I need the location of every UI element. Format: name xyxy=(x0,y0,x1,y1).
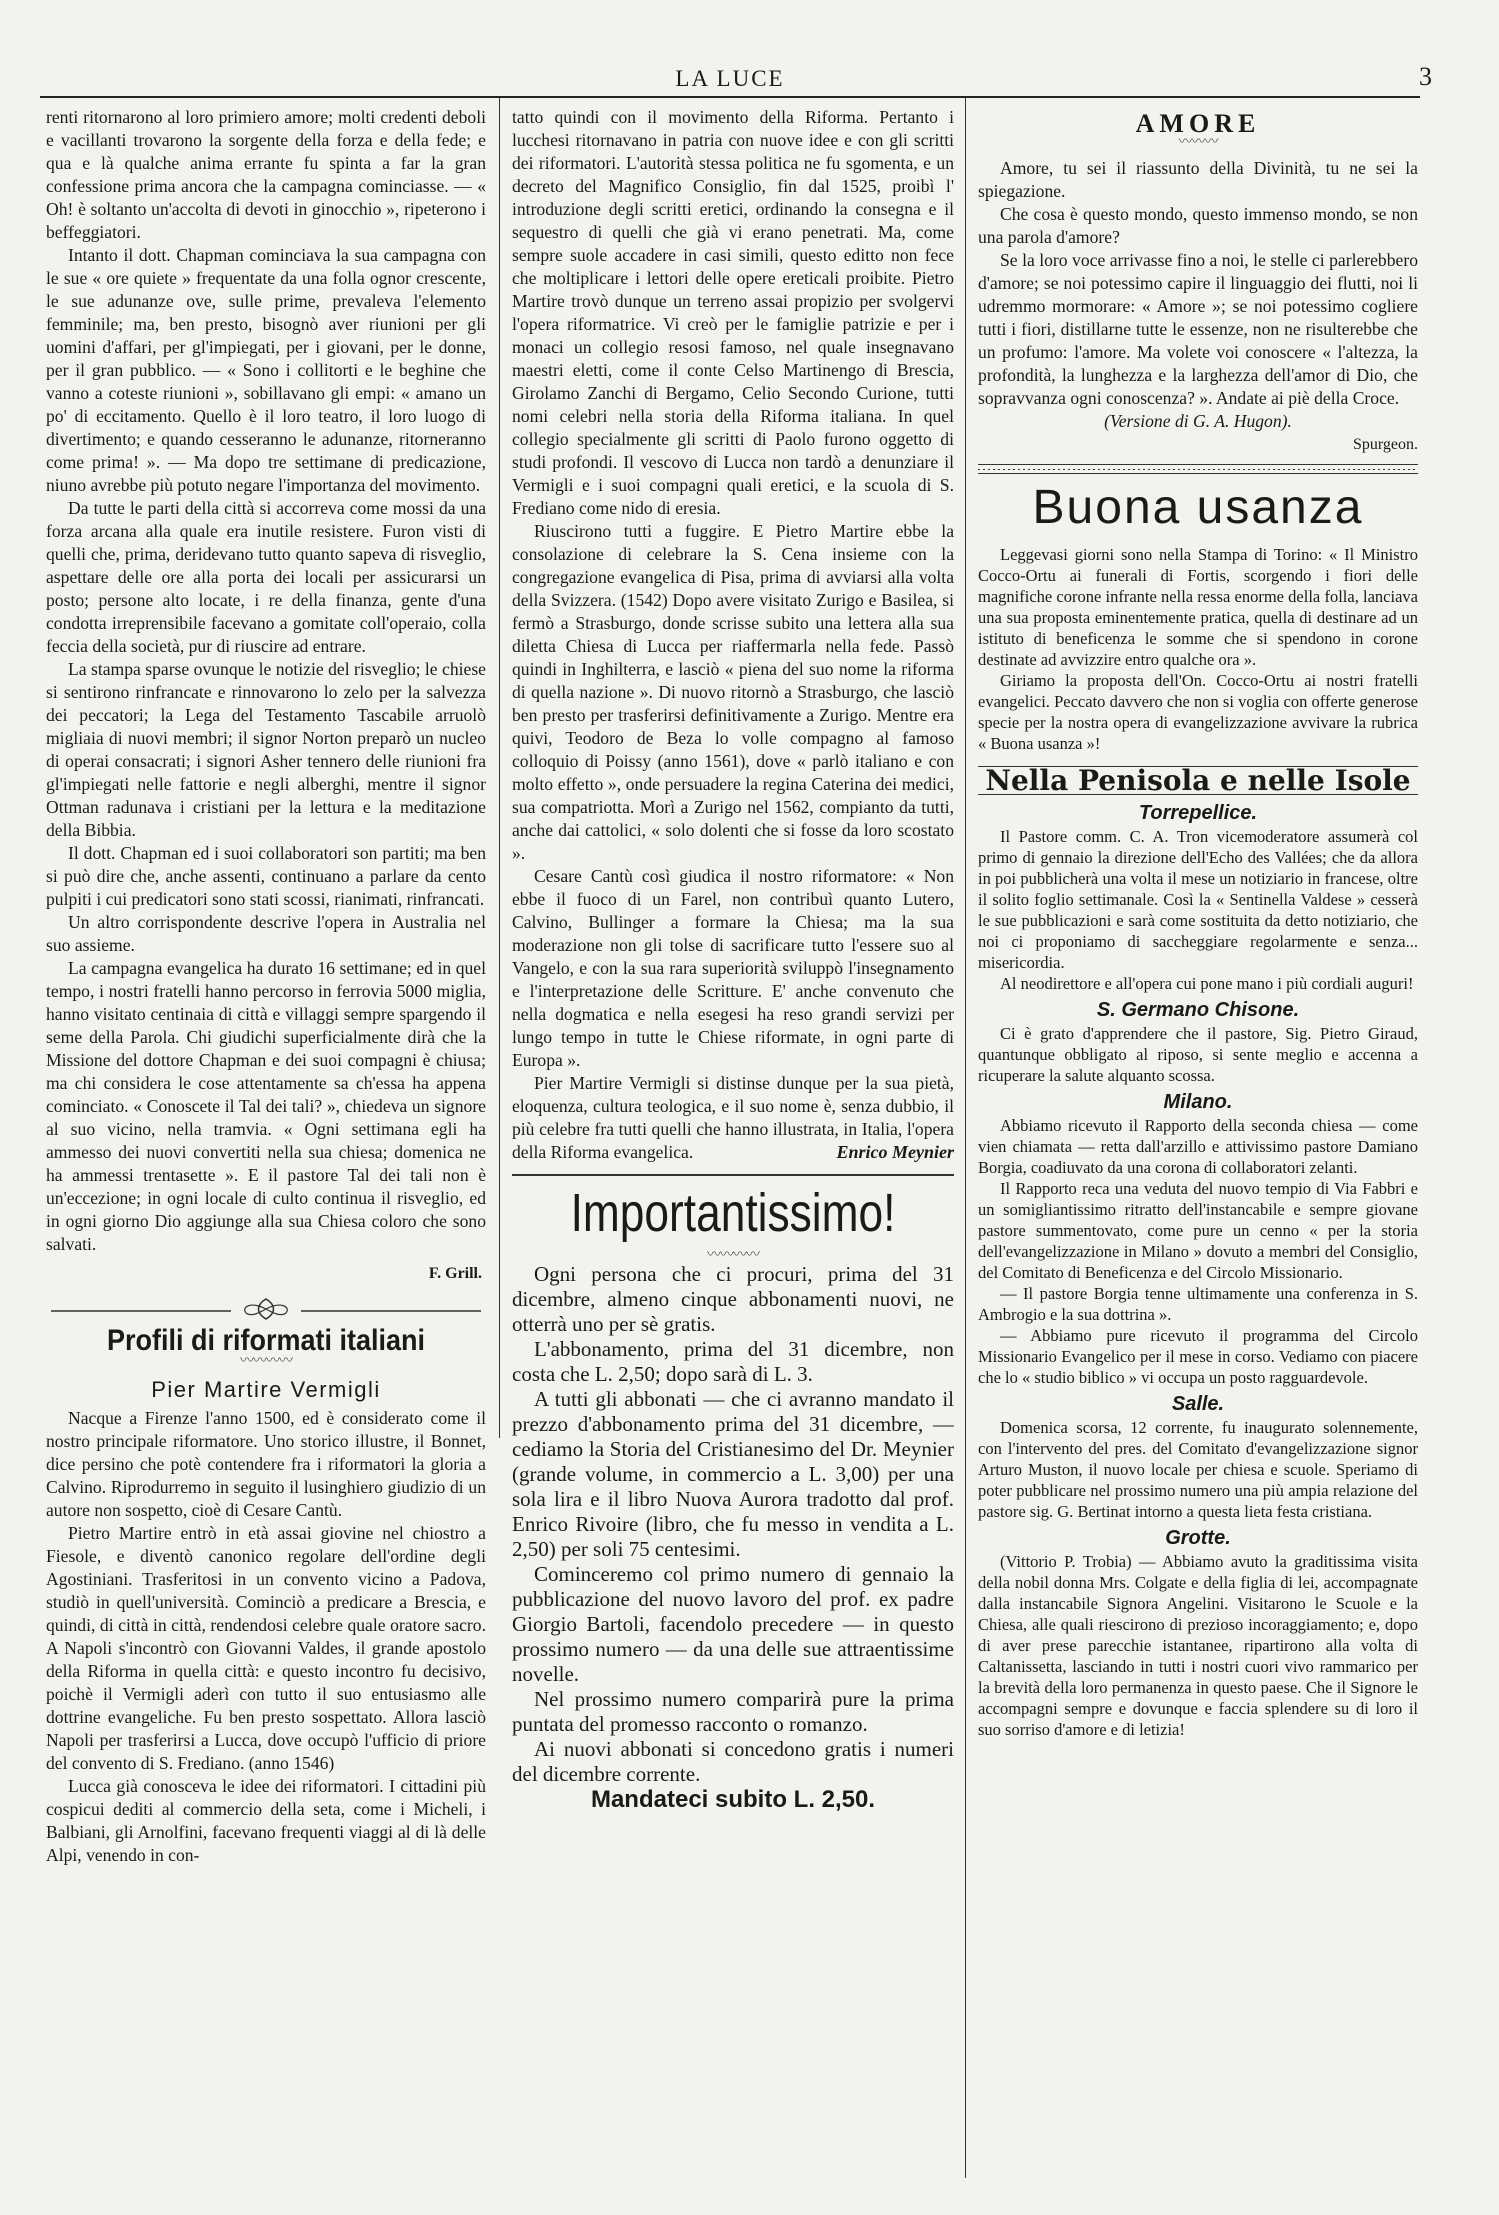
news-paragraph: Abbiamo ricevuto il Rapporto della seconda chiesa — come vien chiamata — retta dall'arzillo e attivissimo pastore Damiano Borgia, coadiuvato da una corona di collaboratori zelanti. xyxy=(978,1116,1418,1177)
newspaper-title: LA LUCE xyxy=(675,66,785,91)
news-paragraph: Ci è grato d'apprendere che il pastore, Sig. Pietro Giraud, quantunque obbligato al riposo, si sente meglio e accenna a ricuperare la salute alquanto scossa. xyxy=(978,1024,1418,1085)
announcement-paragraph: Cominceremo col primo numero di gennaio la pubblicazione del nuovo lavoro del prof. ex padre Giorgio Bartoli, facendolo precedere — in questo prossimo numero — da una delle sue attraentissime novelle. xyxy=(512,1562,954,1686)
news-paragraph: Domenica scorsa, 12 corrente, fu inaugurato solennemente, con l'intervento del pres. del Comitato d'evangelizzazione signor Arturo Muston, il nuovo locale per chiesa e scuole. Speriamo di poter pubblicare nel prossimo numero una più ampia relazione del pastore sig. G. Bertinat intorno a questa lieta festa cristiana. xyxy=(978,1418,1418,1521)
translation-credit: (Versione di G. A. Hugon). xyxy=(1104,411,1292,431)
article-paragraph: tatto quindi con il movimento della Riforma. Pertanto i lucchesi ritornavano in patria con nuove idee e con gli scritti dei riformatori. L'autorità stessa politica ne fu sgomenta, e un decreto del Magnifico Consiglio, fin dal 1525, proibì l' introduzione degli scritti eretici, ordinando la consegna e il sequestro di quelli che già vi erano penetrati. Ma, come sempre suole accadere in casi simili, questo editto non fece che moltiplicare i lettori delle opere ereticali proibite. Pietro Martire trovò dunque un terreno assai propizio per svolgervi l'opera riformatrice. Vi creò per le famiglie patrizie e per i monaci un collegio resosi famoso, nel quale insegnavano maestri eletti, come il conte Celso Martinengo di Brescia, Girolamo Zanchi di Bergamo, Celio Secondo Curione, tutti nomi celebri nella storia della Riforma italiana. In quel collegio specialmente gli scritti di Paolo furono oggetto di studi profondi. Il vescovo di Lucca non tardò a denunziare il Vermigli e i suoi compagni quali eretici, e la scuola di S. Frediano come nido di eresia. xyxy=(512,107,954,518)
article-paragraph: Pier Martire Vermigli si distinse dunque per la sua pietà, eloquenza, cultura teologica, e il suo nome è, senza dubbio, il più celebre fra tutti quelli che hanno illustrata, in Italia, l'opera della Riforma evangelica. xyxy=(512,1073,954,1162)
divider xyxy=(512,1174,954,1176)
decorative-squiggle: 〰〰〰〰 xyxy=(707,1248,759,1263)
news-paragraph: Il Rapporto reca una veduta del nuovo tempio di Via Fabbri e un somigliantissimo ritratto dell'instancabile e sempre giovane pastore summentovato, come pure un cenno « per la storia dell'evangelizzazione in Milano » dovuto a membri del Consiglio, del Comitato di Beneficenza e del Circolo Missionario. xyxy=(978,1179,1418,1282)
article-paragraph: Che cosa è questo mondo, questo immenso mondo, se non una parola d'amore? xyxy=(978,204,1418,247)
column-2 xyxy=(512,106,954,2186)
article-paragraph: Amore, tu sei il riassunto della Divinità, tu ne sei la spiegazione. xyxy=(978,158,1418,201)
article-paragraph: Giriamo la proposta dell'On. Cocco-Ortu ai nostri fratelli evangelici. Peccato davvero che non si voglia con offerte generose specie per la nostra opera di evangelizzazione avvivare la rubrica « Buona usanza »! xyxy=(978,671,1418,753)
article-paragraph: Riuscirono tutti a fuggire. E Pietro Martire ebbe la consolazione di celebrare la S. Cena insieme con la congregazione evangelica di Pisa, prima di avviarsi alla volta della Svizzera. (1542) Dopo avere visitato Zurigo e Basilea, si fermò a Strasburgo, donde scrisse subito una lettera alla sua diletta Chiesa di Lucca per riaffermarla nella fede. Passò quindi in Inghilterra, e lasciò « piena del suo nome la riforma di quella nazione ». Di nuovo ritornò a Strasburgo, che lasciò ben presto per trasferirsi definitivamente a Zurigo. Mentre era quivi, Teodoro de Beza lo volle compagno al famoso colloquio di Poissy (anno 1561), dove « parlò italiano e con molto effetto », onde persuadere la regina Caterina dei medici, sua compatriotta. Morì a Zurigo nel 1562, compianto da tutti, anche dai cattolici, « solo dolenti che si fosse da loro scostato ». xyxy=(512,521,954,863)
announcement-paragraph: Ai nuovi abbonati si concedono gratis i numeri del dicembre corrente. xyxy=(512,1737,954,1786)
article-paragraph: Il dott. Chapman ed i suoi collaboratori son partiti; ma ben si può dire che, anche assenti, continuano a parlare da cento pulpiti i cui predicatori sono stati scossi, rianimati, rinfrancati. xyxy=(46,843,486,909)
news-place-heading: Torrepellice. xyxy=(1138,802,1258,824)
article-paragraph: La campagna evangelica ha durato 16 settimane; ed in quel tempo, i nostri fratelli hanno percorso in ferrovia 5000 miglia, hanno visitato centinaia di città e villaggi sempre spargendo il seme della Parola. Chi giudichi superficialmente dirà che la Missione del dottore Chapman e dei suoi compagni è chiusa; ma chi considera le cose attentamente sa ch'essa ha appena cominciato. « Conoscete il Tal dei tali? », chiedeva un signore al suo vicino, nella tramvia. « Ogni settimana egli ha ammesso dei nuovi convertiti nella sua chiesa; domenica ne ha ammessi trentasette ». E il pastore Tal dei tali non è un'eccezione; in ogni locale di culto continua il risveglio, ed in ogni giorno Dio aggiunge alla sua Chiesa coloro che sono salvati. xyxy=(46,958,486,1254)
announcement-paragraph: A tutti gli abbonati — che ci avranno mandato il prezzo d'abbonamento prima del 31 dicembre, — cediamo la Storia del Cristianesimo del Dr. Meynier (grande volume, in commercio a L. 3,00) per una sola lira e il libro Nuova Aurora tradotto dal prof. Enrico Rivoire (libro, che fu messo in vendita a L. 2,50) per soli 75 centesimi. xyxy=(512,1387,954,1561)
article-paragraph: Intanto il dott. Chapman cominciava la sua campagna con le sue « ore quiete » frequentate da una folla ognor crescente, le sue adunanze ove, sulle prime, prevaleva l'elemento femminile; ma, ben presto, bisognò aver riunioni per gli uomini d'affari, per gl'impiegati, per i giovani, per le donne, per il gran pubblico. — « Sono i collitorti e le beghine che vanno a coteste riunioni », sobillavano gli empi: « amano un po' di eccitamento. Quello è il loro teatro, il loro luogo di divertimento; e quando cesseranno le adunanze, ritorneranno come prima! ». — Ma dopo tre settimane di predicazione, niuno avrebbe più potuto negare l'importanza del movimento. xyxy=(46,245,486,495)
news-place-heading: Milano. xyxy=(1163,1091,1233,1113)
article-paragraph: La stampa sparse ovunque le notizie del risveglio; le chiese si sentirono rinfrancate e rinnovarono lo zelo per la salvezza dei peccatori; la Lega del Testamento Tascabile arruolò migliaia di nuovi membri; il signor Norton preparò un nucleo di operai consacrati; i signori Asher tennero delle riunioni fra gl'impiegati nelle fattorie e negli alberghi, mentre il signor Ottman radunava i cristiani per la lettura e la meditazione della Bibbia. xyxy=(46,659,486,840)
page-number: 3 xyxy=(1419,62,1432,91)
column-divider xyxy=(499,98,500,1438)
decorative-squiggle: 〰〰〰 xyxy=(1178,135,1218,150)
buona-usanza-body xyxy=(978,544,1418,754)
announcement-paragraph: Ogni persona che ci procuri, prima del 31 dicembre, almeno cinque abbonamenti nuovi, ne otterrà uno per sè gratis. xyxy=(512,1262,954,1336)
article-paragraph: Cesare Cantù così giudica il nostro riformatore: « Non ebbe il fuoco di un Farel, non contribuì quanto Lutero, Calvino, Bullinger a formare la Chiesa; ma la sua moderazione non gli tolse di sacrificare tutto l'essere suo al Vangelo, e con la sua rara superiorità sviluppò l'insegnamento e l'interpretazione delle Scritture. E' anche convenuto che nella dogmatica e nella esegesi ha reso grandi servizi per lungo tempo in tutte le Chiese riformate, in ogni parte di Europa ». xyxy=(512,866,954,1070)
news-paragraph: — Abbiamo pure ricevuto il programma del Circolo Missionario Evangelico per il mese in corso. Vediamo con piacere che lo « studio biblico » vi occupa un posto ragguardevole. xyxy=(978,1326,1418,1387)
article-signature: Enrico Meynier xyxy=(836,1142,954,1162)
section-title-profili: Profili di riformati italiani xyxy=(106,1324,426,1357)
article-paragraph: Lucca già conosceva le idee dei riformatori. I cittadini più cospicui dediti al commercio della seta, come i Micheli, i Balbiani, gli Arnolfini, facevano frequenti viaggi al di là delle Alpi, venendo in con- xyxy=(46,1776,486,1865)
page-header xyxy=(40,62,1432,98)
column-divider xyxy=(965,98,966,2178)
section-title-importantissimo: Importantissimo! xyxy=(570,1183,896,1243)
article-signature: Spurgeon. xyxy=(1352,436,1418,453)
news-paragraph: — Il pastore Borgia tenne ultimamente una conferenza in S. Ambrogio e la sua dottrina ». xyxy=(978,1284,1418,1324)
section-title-nella-penisola: Nella Penisola e nelle Isole xyxy=(978,766,1418,795)
section-title-buona-usanza: Buona usanza xyxy=(1032,481,1364,534)
fleuron-ornament-icon xyxy=(51,1297,481,1321)
double-divider xyxy=(978,464,1418,474)
news-place-heading: S. Germano Chisone. xyxy=(1096,999,1300,1021)
article-paragraph: Leggevasi giorni sono nella Stampa di Torino: « Il Ministro Cocco-Ortu ai funerali di Fortis, scorgendo i fiori delle magnifiche corone infrante nella ressa enorme della folla, lanciava una sua proposta eminentemente pratica, quella di destinare ad un istituto di beneficenza le somme che si spendono in corone destinate ad avvizzire entro qualche ora ». xyxy=(978,545,1418,669)
article-paragraph: Pietro Martire entrò in età assai giovine nel chiostro a Fiesole, e diventò canonico regolare dell'ordine degli Agostiniani. Trasferitosi in un convento vicino a Padova, studiò in quell'università. Cominciò a predicare a Brescia, e quindi, di città in città, rendendosi celebre quale oratore sacro. A Napoli s'incontrò con Giovanni Valdes, il grande apostolo della Riforma in quella città: e questo incontro fu decisivo, poichè il Vermigli aderì con tutto il suo entusiasmo alle dottrine evangeliche. Fu ben presto sospettato. Allora lasciò Napoli per trasferirsi a Lucca, dove occupò l'ufficio di priore del convento di S. Frediano. (anno 1546) xyxy=(46,1523,486,1773)
article-subtitle: Pier Martire Vermigli xyxy=(151,1377,381,1402)
announcement-body xyxy=(512,1262,954,1812)
news-sections xyxy=(978,803,1418,1740)
section-title-amore: AMORE xyxy=(1135,109,1261,138)
article-signature: F. Grill. xyxy=(428,1265,482,1282)
announcement-call-to-action: Mandateci subito L. 2,50. xyxy=(590,1786,876,1813)
article-paragraph: Un altro corrispondente descrive l'opera in Australia nel suo assieme. xyxy=(46,912,486,955)
decorative-squiggle: 〰〰〰〰 xyxy=(240,1354,292,1369)
article-paragraph: Se la loro voce arrivasse fino a noi, le stelle ci parlerebbero d'amore; se noi potessimo capire il linguaggio dei flutti, noi li udremmo mormorare: « Amore »; se noi potessimo cogliere tutti i fiori, distillarne tutte le essenze, non ne risulterebbe che un profumo: l'amore. Ma volete voi conoscere « l'altezza, la profondità, la lunghezza e la larghezza dell'amor di Dio, che sopravvanza ogni conoscenza? ». Andate ai piè della Croce. xyxy=(978,250,1418,408)
article-paragraph: Da tutte le parti della città si accorreva come mossi da una forza arcana alla quale era inutile resistere. Furon visti di quelli che, prima, deridevano tutto quanto sapeva di risveglio, aspettare delle ore alla porta dei locali per assicurarsi un posto; persone alto locate, i re della finanza, gente d'una condotta irreprensibile facevano a gomitate coll'operaio, colla feccia della società, pur di riuscire ad entrare. xyxy=(46,498,486,656)
news-paragraph: Il Pastore comm. C. A. Tron vicemoderatore assumerà col primo di gennaio la direzione dell'Echo des Vallées; che da allora in poi pubblicherà una volta il mese un notiziario in francese, oltre il solito foglio settimanale. Così la « Sentinella Valdese » cesserà le sue pubblicazioni e sarà come sostituita da detto notiziario, che noi ci proponiamo di saccheggiare regolarmente e senza... misericordia. xyxy=(978,827,1418,972)
announcement-paragraph: L'abbonamento, prima del 31 dicembre, non costa che L. 2,50; dopo sarà di L. 3. xyxy=(512,1337,954,1386)
column-1 xyxy=(46,106,486,2186)
column-3 xyxy=(978,106,1418,2186)
news-place-heading: Salle. xyxy=(1171,1393,1225,1415)
article-paragraph: Nacque a Firenze l'anno 1500, ed è considerato come il nostro principale riformatore. Uno storico illustre, il Bonnet, dice persino che potè contendere fra i riformatori la gloria a Calvino. Riprodurremo in seguito il lusinghiero giudizio di un autore non sospetto, cioè di Cesare Cantù. xyxy=(46,1408,486,1520)
article-paragraph: renti ritornarono al loro primiero amore; molti credenti deboli e vacillanti trovarono la sorgente della forza e della fede; e qua e là qualche anima errante fu spinta a far la gran confessione prima ancora che la campagna cominciasse. — « Oh! è soltanto un'accolta di devoti in ginocchio », ripeterono i beffeggiatori. xyxy=(46,107,486,242)
news-paragraph: Al neodirettore e all'opera cui pone mano i più cordiali auguri! xyxy=(1000,974,1414,993)
news-place-heading: Grotte. xyxy=(1165,1527,1231,1549)
news-paragraph: (Vittorio P. Trobia) — Abbiamo avuto la graditissima visita della nobil donna Mrs. Colgate e della figlia di lei, accompagnate dalla instancabile Signora Angelini. Visitarono le Scuole e la Chiesa, alle quali riescirono di prezioso incoraggiamento; e, dopo di aver prese parecchie istantanee, ripartirono alla volta di Caltanissetta, lasciando in tutti i nostri cuori vivo rammarico per la brevità della loro permanenza in questo paese. Che il Signore le accompagni sempre e dovunque e faccia splendere su di loro il suo sorriso d'amore e di letizia! xyxy=(978,1552,1418,1739)
announcement-paragraph: Nel prossimo numero comparirà pure la prima puntata del promesso racconto o romanzo. xyxy=(512,1687,954,1736)
